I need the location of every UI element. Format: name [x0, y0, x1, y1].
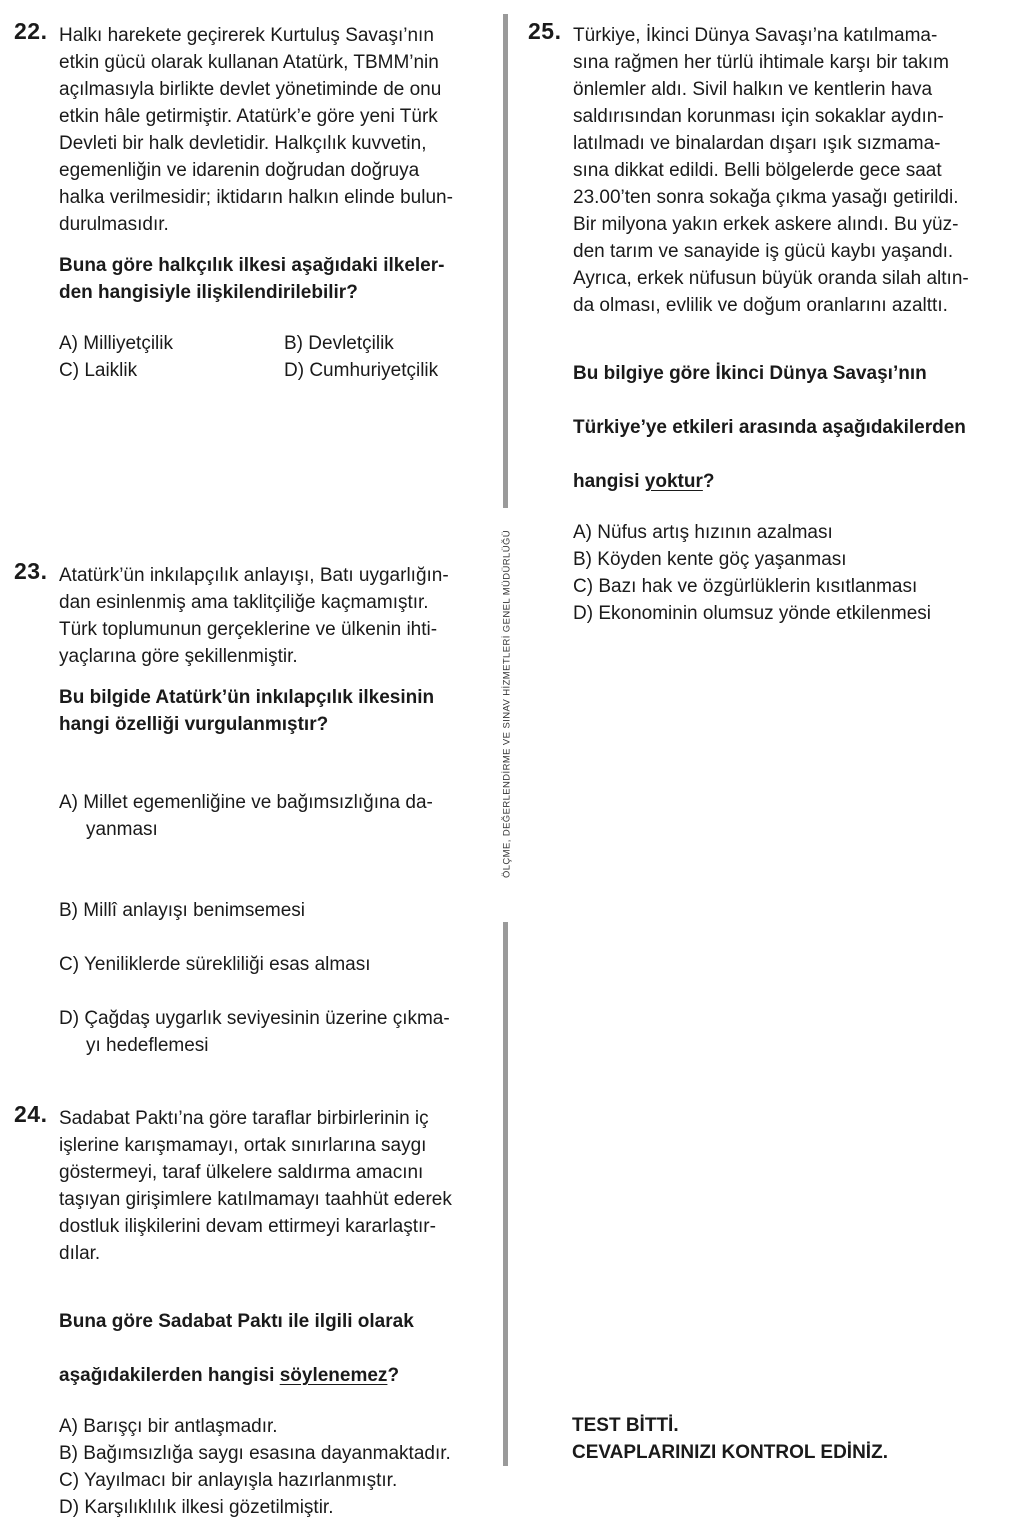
prompt-line: aşağıdakilerden hangisi [59, 1365, 280, 1386]
option-text: A) Millet egemenliğine ve bağımsızlığına da- [59, 792, 433, 813]
question-stem: Sadabat Paktı’na göre taraflar birbirlerinin iç işlerine karışmamayı, ortak sınırlarına saygı göstermeyi, taraf ülkelere saldırma amacını taşıyan girişimlere katılmamayı taahhüt ederek dostluk ilişkilerini devam ettirmeyi kararlaştır- dılar. [59, 1108, 452, 1264]
divider-bar-bottom [503, 922, 508, 1466]
question-number: 24. [14, 1101, 48, 1127]
question-stem: Atatürk’ün inkılapçılık anlayışı, Batı uygarlığın- dan esinlenmiş ama taklitçiliğe kaçmamıştır. Türk toplumunun gerçeklerine ve ülkenin ihti- yaçlarına göre şekillenmiştir. [59, 565, 449, 667]
option-text-continued: yı hedeflemesi [86, 1035, 209, 1056]
test-end-line: TEST BİTTİ. [572, 1415, 679, 1436]
question-prompt: Buna göre halkçılık ilkesi aşağıdaki ilkeler- den hangisiyle ilişkilendirilebilir? [59, 255, 445, 303]
option-a[interactable]: A) Nüfus artış hızının azalması [573, 522, 833, 543]
option-b[interactable] [59, 870, 492, 924]
question-25 [528, 18, 1010, 627]
question-prompt [59, 1281, 492, 1389]
option-c[interactable] [59, 924, 492, 978]
option-d[interactable]: D) Cumhuriyetçilik [284, 360, 439, 381]
option-text-continued: yanması [86, 819, 158, 840]
question-number: 22. [14, 18, 48, 44]
prompt-end: ? [387, 1365, 400, 1386]
option-c[interactable]: C) Bazı hak ve özgürlüklerin kısıtlanması [573, 576, 918, 597]
question-stem: Halkı harekete geçirerek Kurtuluş Savaşı’nın etkin gücü olarak kullanan Atatürk, TBMM’nin açılmasıyla birlikte devlet yönetiminde de onu etkin hâle getirmiştir. Atatürk’e göre yeni Türk Devleti bir halk devletidir. Halkçılık kuvvetin, egemenliğin ve idarenin doğrudan doğruya halka verilmesidir; iktidarın halkın elinde bulun- durulmasıdır. [59, 25, 453, 235]
question-prompt [573, 333, 1010, 495]
prompt-emphasis: söylenemez [279, 1365, 388, 1386]
prompt-line: hangisi [573, 471, 645, 492]
question-22 [14, 18, 492, 384]
option-text: D) Çağdaş uygarlık seviyesinin üzerine çıkma- [59, 1008, 450, 1029]
prompt-line: Bu bilgiye göre İkinci Dünya Savaşı’nın [573, 363, 927, 384]
option-c[interactable]: C) Yayılmacı bir anlayışla hazırlanmıştır. [59, 1470, 398, 1491]
option-a[interactable] [59, 762, 492, 870]
question-prompt: Bu bilgide Atatürk’ün inkılapçılık ilkesinin hangi özelliği vurgulanmıştır? [59, 687, 435, 735]
answer-options [573, 519, 1010, 627]
prompt-emphasis: yoktur [644, 471, 703, 492]
prompt-line: Buna göre Sadabat Paktı ile ilgili olarak [59, 1311, 414, 1332]
question-stem: Türkiye, İkinci Dünya Savaşı’na katılmama- sına rağmen her türlü ihtimale karşı bir takım önlemler aldı. Sivil halkın ve kentlerin hava saldırısından korunması için sokaklar aydın- latılmadı ve binalardan dışarı ışık sızmama- sına dikkat edildi. Belli bölgelerde gece saat 23.00’ten sonra sokağa çıkma yasağı getirildi. Bir milyona yakın erkek askere alındı. Bu yüz- den tarım ve sanayide iş gücü kaybı yaşandı. Ayrıca, erkek nüfusun büyük oranda silah altın- da olması, evlilik ve doğum oranlarını azalttı. [573, 25, 969, 316]
option-text: C) Yeniliklerde sürekliliği esas alması [59, 954, 371, 975]
option-d[interactable]: D) Karşılıklılık ilkesi gözetilmiştir. [59, 1497, 334, 1518]
option-b[interactable]: B) Köyden kente göç yaşanması [573, 549, 847, 570]
question-number: 23. [14, 558, 48, 584]
prompt-line: Türkiye’ye etkileri arasında aşağıdakilerden [573, 417, 966, 438]
option-a[interactable]: A) Barışçı bir antlaşmadır. [59, 1416, 278, 1437]
option-b[interactable]: B) Bağımsızlığa saygı esasına dayanmaktadır. [59, 1443, 451, 1464]
option-text: B) Millî anlayışı benimsemesi [59, 900, 306, 921]
answer-options [59, 762, 492, 1086]
option-c[interactable]: C) Laiklik [59, 360, 138, 381]
question-24 [14, 1101, 492, 1521]
question-23 [14, 558, 492, 1086]
option-a[interactable]: A) Milliyetçilik [59, 333, 173, 354]
question-number: 25. [528, 18, 562, 44]
option-d[interactable] [59, 978, 492, 1086]
answer-options [59, 330, 492, 384]
option-b[interactable]: B) Devletçilik [284, 333, 394, 354]
check-answers-line: CEVAPLARINIZI KONTROL EDİNİZ. [572, 1442, 888, 1463]
prompt-end: ? [702, 471, 715, 492]
test-end-notice [572, 1412, 888, 1466]
answer-options [59, 1413, 492, 1521]
option-d[interactable]: D) Ekonominin olumsuz yönde etkilenmesi [573, 603, 931, 624]
divider-bar-top [503, 14, 508, 508]
side-label-text: ÖLÇME, DEĞERLENDİRME VE SINAV HİZMETLERİ GENEL MÜDÜRLÜĞÜ [501, 529, 513, 879]
